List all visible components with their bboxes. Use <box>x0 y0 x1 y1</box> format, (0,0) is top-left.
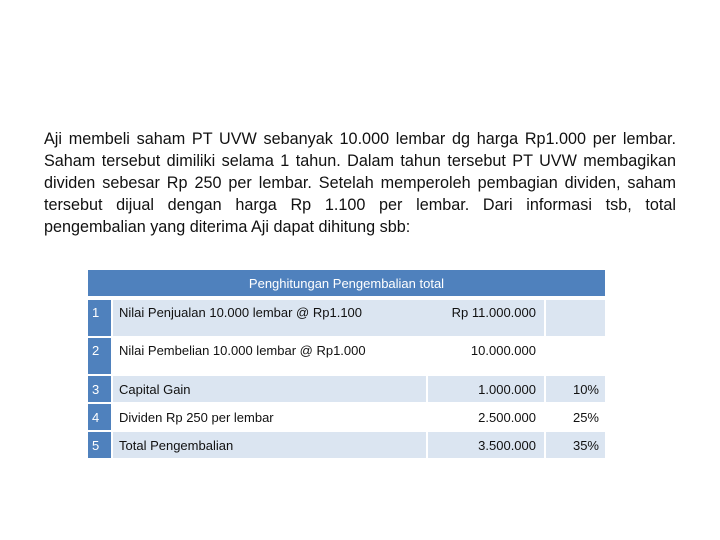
table-row <box>88 375 605 403</box>
row-amount: 3.500.000 <box>427 431 545 458</box>
table-row <box>88 299 605 337</box>
row-number: 2 <box>88 337 112 375</box>
row-amount: 10.000.000 <box>427 337 545 375</box>
row-description: Nilai Penjualan 10.000 lembar @ Rp1.100 <box>112 299 427 337</box>
row-description: Total Pengembalian <box>112 431 427 458</box>
row-percent: 25% <box>545 403 605 431</box>
table-row <box>88 431 605 458</box>
table-row <box>88 403 605 431</box>
row-amount: Rp 11.000.000 <box>427 299 545 337</box>
table-title: Penghitungan Pengembalian total <box>88 270 605 298</box>
row-description: Dividen Rp 250 per lembar <box>112 403 427 431</box>
row-percent <box>545 337 605 375</box>
row-percent: 10% <box>545 375 605 403</box>
row-amount: 1.000.000 <box>427 375 545 403</box>
row-number: 1 <box>88 299 112 337</box>
row-number: 3 <box>88 375 112 403</box>
table-body <box>88 298 605 458</box>
row-percent: 35% <box>545 431 605 458</box>
row-number: 5 <box>88 431 112 458</box>
return-calculation-table <box>88 270 605 458</box>
table-row <box>88 337 605 375</box>
row-number: 4 <box>88 403 112 431</box>
row-amount: 2.500.000 <box>427 403 545 431</box>
problem-paragraph: Aji membeli saham PT UVW sebanyak 10.000 lembar dg harga Rp1.000 per lembar. Saham tersebut dimiliki selama 1 tahun. Dalam tahun tersebut PT UVW membagikan dividen sebesar Rp 250 per lembar. Setelah memperoleh pembagian dividen, saham tersebut dijual dengan harga Rp 1.100 per lembar. Dari informasi tsb, total pengembalian yang diterima Aji dapat dihitung sbb: <box>44 130 676 236</box>
row-percent <box>545 299 605 337</box>
row-description: Capital Gain <box>112 375 427 403</box>
row-description: Nilai Pembelian 10.000 lembar @ Rp1.000 <box>112 337 427 375</box>
